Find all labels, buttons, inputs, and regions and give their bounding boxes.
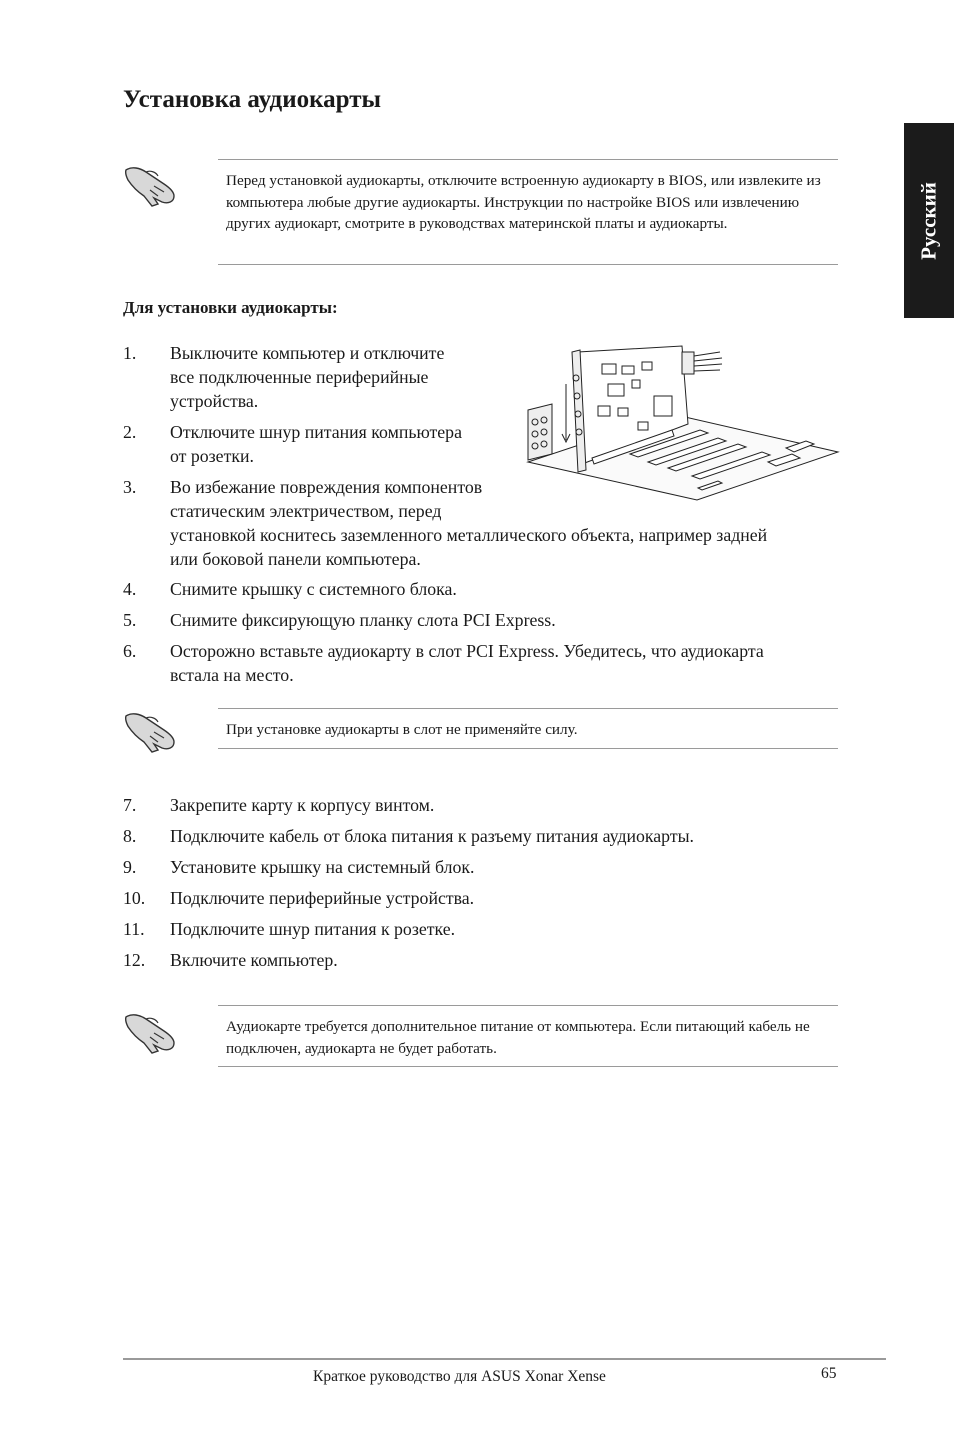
step-number: 8. <box>123 826 137 846</box>
step-text: Отключите шнур питания компьютера от розетки. <box>170 422 462 466</box>
step-number: 10. <box>123 888 146 908</box>
step-text: Подключите периферийные устройства. <box>170 888 475 908</box>
step-number: 11. <box>123 919 145 939</box>
step-text: Снимите фиксирующую планку слота PCI Express. <box>170 610 556 630</box>
note-box <box>218 708 838 749</box>
step-text: Осторожно вставьте аудиокарту в слот PCI Express. Убедитесь, что аудиокарта встала на место. <box>170 641 764 685</box>
step-number: 7. <box>123 795 137 815</box>
step-text: Включите компьютер. <box>170 950 338 970</box>
step-number: 2. <box>123 422 137 442</box>
note-text: Перед установкой аудиокарты, отключите встроенную аудиокарту в BIOS, или извлеките из компьютера любые другие аудиокарты. Инструкции по настройке BIOS или извлечению других аудиокарт, смотрите в руководствах материнской платы и аудиокарты. <box>226 172 821 232</box>
step-number: 3. <box>123 477 137 497</box>
note-text: Аудиокарте требуется дополнительное питание от компьютера. Если питающий кабель не подключен, аудиокарта не будет работать. <box>226 1018 810 1057</box>
step-number: 1. <box>123 343 137 363</box>
note-box <box>218 159 838 265</box>
step-number: 9. <box>123 857 137 877</box>
step-text: Установите крышку на системный блок. <box>170 857 475 877</box>
footer-title: Краткое руководство для ASUS Xonar Xense <box>313 1368 606 1385</box>
page-number: 65 <box>821 1365 837 1382</box>
step-number: 6. <box>123 641 137 661</box>
step-text: Закрепите карту к корпусу винтом. <box>170 795 435 815</box>
note-hand-icon <box>124 162 180 208</box>
step-number: 5. <box>123 610 137 630</box>
section-subheading: Для установки аудиокарты: <box>123 298 338 317</box>
step-number: 4. <box>123 579 137 599</box>
step-text: Во избежание повреждения компонентов статическим электричеством, перед установкой коснитесь заземленного металлического объекта, например задней или боковой панели компьютера. <box>170 477 768 569</box>
step-text: Подключите шнур питания к розетке. <box>170 919 456 939</box>
step-text: Подключите кабель от блока питания к разъему питания аудиокарты. <box>170 826 694 846</box>
note-text: При установке аудиокарты в слот не применяйте силу. <box>226 721 578 738</box>
footer-divider <box>123 1358 886 1360</box>
language-tab <box>904 123 954 318</box>
step-text: Снимите крышку с системного блока. <box>170 579 457 599</box>
language-tab-label: Русский <box>916 181 941 260</box>
note-hand-icon <box>124 708 180 754</box>
note-hand-icon <box>124 1009 180 1055</box>
page-title: Установка аудиокарты <box>123 86 381 113</box>
step-number: 12. <box>123 950 146 970</box>
step-text: Выключите компьютер и отключите все подключенные периферийные устройства. <box>170 343 445 411</box>
note-box <box>218 1005 838 1067</box>
